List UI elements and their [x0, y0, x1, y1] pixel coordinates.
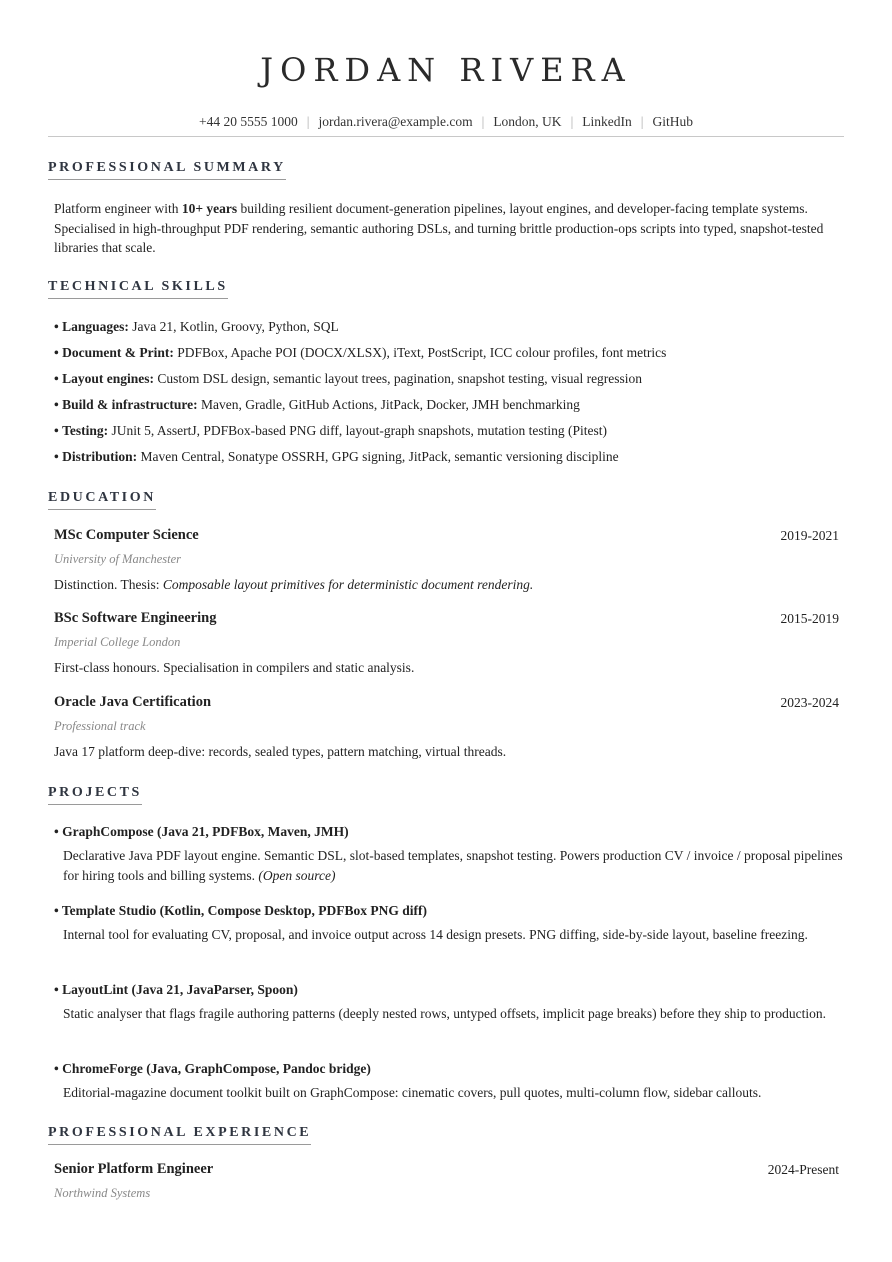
section-heading-experience: PROFESSIONAL EXPERIENCE: [48, 1125, 311, 1145]
summary-text-rest: building resilient document-generation pipelines, layout engines, and developer-facing template systems. Specialised in high-throughput PDF rendering, semantic authoring DSLs, and turning brittle production-ops scripts into typed, snapshot-tested libraries that scale.: [54, 201, 824, 255]
contact-location: London, UK: [493, 114, 562, 129]
project-description: Static analyser that flags fragile authoring patterns (deeply nested rows, untyped offsets, implicit page breaks) before they ship to production.: [63, 1006, 827, 1021]
experience-role: Senior Platform Engineer: [54, 1161, 214, 1177]
skill-bullet: •: [54, 345, 59, 360]
skill-label: Languages:: [62, 319, 129, 334]
skill-bullet: •: [54, 423, 59, 438]
education-date: 2015-2019: [780, 611, 839, 626]
skill-label: Document & Print:: [62, 345, 174, 360]
skill-value: Maven Central, Sonatype OSSRH, GPG signing, JitPack, semantic versioning discipline: [140, 449, 619, 464]
project-bullet: •: [54, 982, 59, 997]
education-description-text: Distinction. Thesis:: [54, 577, 163, 592]
education-institution: Professional track: [54, 719, 146, 733]
contact-github-link[interactable]: GitHub: [652, 114, 693, 129]
experience-date: 2024-Present: [767, 1162, 839, 1177]
skill-label: Distribution:: [62, 449, 138, 464]
project-description: Internal tool for evaluating CV, proposal, and invoice output across 14 design presets. PNG diffing, side-by-side layout, baseline freezing.: [63, 927, 808, 942]
skill-item: [54, 319, 339, 335]
project-title: [54, 1061, 371, 1077]
skill-bullet: •: [54, 397, 59, 412]
skill-item: [54, 345, 666, 361]
contact-separator: |: [640, 114, 644, 129]
contact-line: [0, 114, 892, 130]
education-degree: BSc Software Engineering: [54, 610, 217, 626]
skill-value: Maven, Gradle, GitHub Actions, JitPack, Docker, JMH benchmarking: [200, 397, 580, 412]
skill-item: [54, 371, 642, 387]
education-date: 2019-2021: [780, 528, 839, 543]
skill-value: Custom DSL design, semantic layout trees, pagination, snapshot testing, visual regression: [157, 371, 643, 386]
project-title: [54, 824, 349, 840]
project-title: [54, 982, 298, 998]
project-bullet: •: [54, 903, 59, 918]
education-thesis-title: Composable layout primitives for deterministic document rendering.: [162, 577, 534, 592]
education-degree: Oracle Java Certification: [54, 694, 212, 710]
education-date: 2023-2024: [780, 695, 839, 710]
contact-separator: |: [570, 114, 574, 129]
education-description: [54, 577, 533, 593]
skill-item: [54, 423, 607, 439]
contact-separator: |: [306, 114, 310, 129]
project-note: (Open source): [258, 867, 336, 883]
skill-label: Testing:: [62, 423, 109, 438]
project-description: [63, 846, 843, 885]
contact-email: jordan.rivera@example.com: [318, 114, 473, 129]
summary-text: [54, 199, 842, 258]
skill-bullet: •: [54, 449, 59, 464]
skill-bullet: •: [54, 319, 59, 334]
project-name: LayoutLint (Java 21, JavaParser, Spoon): [62, 982, 298, 997]
candidate-name: JORDAN RIVERA: [260, 51, 632, 89]
summary-text-start: Platform engineer with: [54, 201, 182, 216]
skill-label: Layout engines:: [62, 371, 154, 386]
education-description: [54, 660, 414, 676]
project-title: [54, 903, 427, 919]
project-description: Editorial-magazine document toolkit built on GraphCompose: cinematic covers, pull quotes, multi-column flow, sidebar callouts.: [63, 1085, 762, 1100]
education-institution: Imperial College London: [54, 635, 181, 649]
project-name: GraphCompose (Java 21, PDFBox, Maven, JMH): [62, 824, 349, 839]
education-degree: MSc Computer Science: [54, 527, 199, 543]
contact-phone: +44 20 5555 1000: [199, 114, 298, 129]
skill-value: PDFBox, Apache POI (DOCX/XLSX), iText, PostScript, ICC colour profiles, font metrics: [177, 345, 667, 360]
skill-item: [54, 397, 580, 413]
education-description: [54, 744, 506, 760]
project-bullet: •: [54, 824, 59, 839]
skill-bullet: •: [54, 371, 59, 386]
summary-years: 10+ years: [181, 201, 238, 216]
education-institution: University of Manchester: [54, 552, 182, 566]
skill-value: JUnit 5, AssertJ, PDFBox-based PNG diff, layout-graph snapshots, mutation testing (Pitest): [111, 423, 607, 438]
contact-separator: |: [481, 114, 485, 129]
contact-linkedin-link[interactable]: LinkedIn: [582, 114, 632, 129]
education-description-text: First-class honours. Specialisation in compilers and static analysis.: [54, 660, 415, 675]
skill-value: Java 21, Kotlin, Groovy, Python, SQL: [132, 319, 339, 334]
header-divider: [48, 136, 844, 137]
section-heading-education: EDUCATION: [48, 490, 156, 510]
experience-company: Northwind Systems: [54, 1186, 151, 1200]
education-description-text: Java 17 platform deep-dive: records, sealed types, pattern matching, virtual threads.: [54, 744, 507, 759]
section-heading-projects: PROJECTS: [48, 785, 142, 805]
skill-label: Build & infrastructure:: [62, 397, 198, 412]
project-name: Template Studio (Kotlin, Compose Desktop, PDFBox PNG diff): [61, 903, 428, 918]
project-name: ChromeForge (Java, GraphCompose, Pandoc bridge): [62, 1061, 371, 1076]
section-heading-skills: TECHNICAL SKILLS: [48, 279, 228, 299]
project-bullet: •: [54, 1061, 59, 1076]
section-heading-summary: PROFESSIONAL SUMMARY: [48, 160, 286, 180]
skill-item: [54, 449, 619, 465]
project-description-text: Declarative Java PDF layout engine. Semantic DSL, slot-based templates, snapshot testing. Powers production CV / invoice / proposal pipelines for hiring tools and billing systems.: [63, 848, 843, 883]
